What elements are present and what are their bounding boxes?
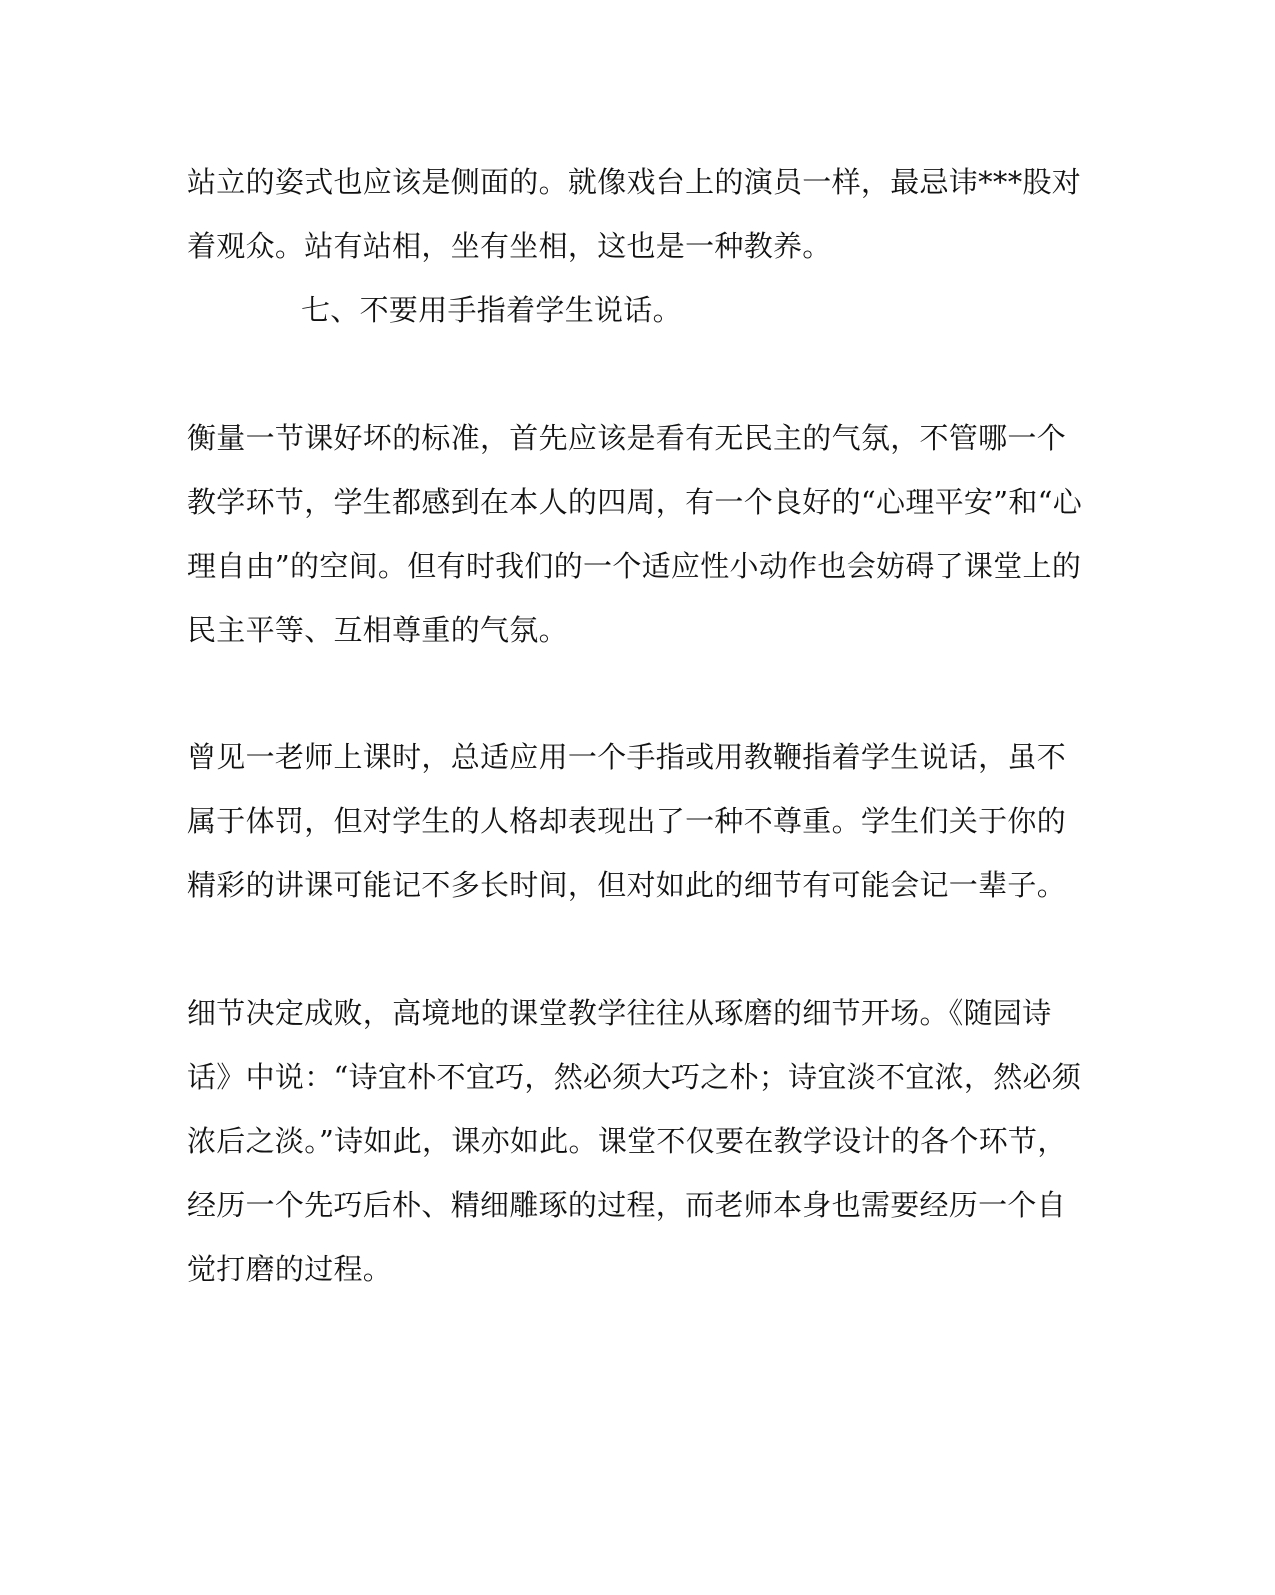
paragraph-line: 曾见一老师上课时，总适应用一个手指或用教鞭指着学生说话，虽不 [187,740,1067,774]
paragraph-line: 话》中说：“诗宜朴不宜巧，然必须大巧之朴；诗宜淡不宜浓，然必须 [187,1060,1082,1094]
paragraph-line: 理自由”的空间。但有时我们的一个适应性小动作也会妨碍了课堂上的 [187,549,1082,583]
paragraph-line: 民主平等、互相尊重的气氛。 [187,613,568,647]
paragraph-line: 细节决定成败，高境地的课堂教学往往从琢磨的细节开场。《随园诗 [187,996,1052,1030]
paragraph-line: 浓后之淡。”诗如此，课亦如此。课堂不仅要在教学设计的各个环节， [187,1124,1067,1158]
paragraph-line: 教学环节，学生都感到在本人的四周，有一个良好的“心理平安”和“心 [187,485,1083,519]
paragraph-line: 精彩的讲课可能记不多长时间，但对如此的细节有可能会记一辈子。 [187,868,1067,902]
paragraph-line: 站立的姿式也应该是侧面的。就像戏台上的演员一样，最忌讳***股对 [187,165,1082,199]
paragraph-line: 属于体罚，但对学生的人格却表现出了一种不尊重。学生们关于你的 [187,804,1067,838]
paragraph-line: 觉打磨的过程。 [187,1252,393,1286]
paragraph-line: 着观众。站有站相，坐有坐相，这也是一种教养。 [187,229,832,263]
section-heading: 七、不要用手指着学生说话。 [301,293,682,327]
paragraph-line: 经历一个先巧后朴、精细雕琢的过程，而老师本身也需要经历一个自 [187,1188,1067,1222]
paragraph-line: 衡量一节课好坏的标准，首先应该是看有无民主的气氛，不管哪一个 [187,421,1067,455]
